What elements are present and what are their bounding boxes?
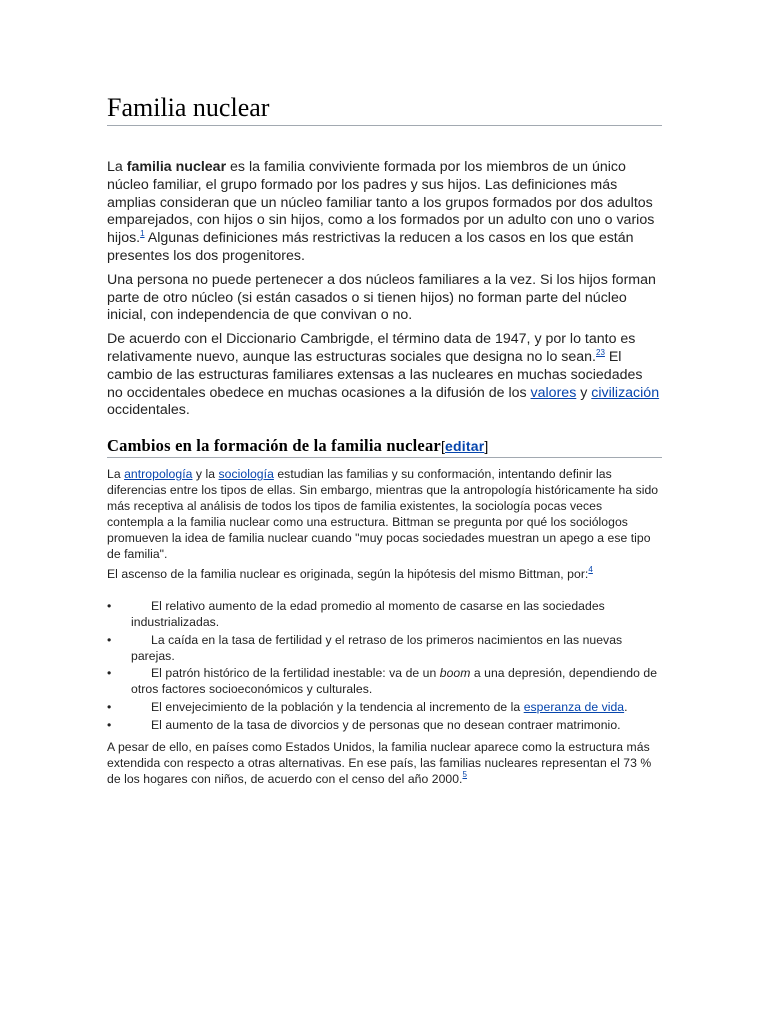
link-esperanza-de-vida[interactable]: esperanza de vida — [523, 699, 625, 714]
bullet-icon: • — [107, 717, 112, 732]
reference-link-23[interactable]: 23 — [596, 347, 605, 357]
link-sociologia[interactable]: sociología — [218, 467, 274, 482]
link-valores[interactable]: valores — [530, 384, 577, 401]
reference-link-5[interactable]: 5 — [462, 769, 467, 779]
list-item: • El patrón histórico de la fertilidad inestable: va de un boom a una depresión, dependiendo de otros factores socioeconómicos y culturales. — [107, 666, 658, 697]
intro-paragraph-2: Una persona no puede pertenecer a dos núcleos familiares a la vez. Si los hijos forman parte de otro núcleo (si están casados o si tienen hijos) no forman parte del núcleo inicial, con independencia de que convivan o no. — [107, 271, 656, 324]
page-title: Familia nuclear — [107, 92, 662, 126]
bullet-icon: • — [107, 599, 112, 614]
list-item: • El relativo aumento de la edad promedio al momento de casarse en las sociedades industrializadas. — [107, 599, 605, 630]
reference-link-1[interactable]: 1 — [140, 229, 145, 239]
causes-list — [107, 598, 662, 732]
article-content — [107, 92, 662, 791]
section-paragraph-3: A pesar de ello, en países como Estados Unidos, la familia nuclear aparece como la estructura más extendida con respecto a otras alternativas. En ese país, las familias nucleares representan el 73 % de los hogares con niños, de acuerdo con el censo del año 2000.$^5$ — [107, 739, 652, 786]
section-paragraph-1: La antropología y la sociología estudian las familias y su conformación, intentando definir las diferencias entre los tipos de ellas. Sin embargo, mientras que la antropología históricamente ha sido más receptiva al análisis de todos los tipos de familia existentes, la sociología pocas veces contempla a la familia nuclear como una estructura. Bittman se pregunta por qué los sociólogos promueven la idea de familia nuclear cuando "muy pocas sociedades muestran un apego a ese tipo de familia". — [107, 467, 659, 562]
link-civilizacion[interactable]: civilización — [591, 384, 660, 401]
edit-link[interactable]: editar — [445, 438, 485, 455]
edit-section: [editar] — [440, 438, 489, 455]
list-item: • La caída en la tasa de fertilidad y el retraso de los primeros nacimientos en las nuevas parejas. — [107, 632, 623, 663]
bullet-icon: • — [107, 632, 112, 647]
list-item: • El envejecimiento de la población y la tendencia al incremento de la esperanza de vida. — [107, 699, 628, 714]
reference-link-4[interactable]: 4 — [588, 565, 593, 575]
link-antropologia[interactable]: antropología — [124, 467, 193, 482]
term-italic: boom — [439, 666, 471, 681]
section-heading: Cambios en la formación de la familia nuclear[editar] — [107, 436, 662, 458]
list-item: • El aumento de la tasa de divorcios y de personas que no desean contraer matrimonio. — [107, 717, 621, 732]
bullet-icon: • — [107, 699, 112, 714]
bullet-icon: • — [107, 666, 112, 681]
section-paragraph-2: El ascenso de la familia nuclear es originada, según la hipótesis del mismo Bittman, por:$^4$ — [107, 565, 593, 582]
term-bold: familia nuclear — [126, 159, 227, 175]
intro-paragraph-1: La familia nuclear es la familia conviviente formada por los miembros de un único núcleo familiar, el grupo formado por los padres y sus hijos. Las definiciones más amplias consideran que un núcleo familiar tanto a los grupos formados por dos adultos emparejados, con hijos o sin hijos, como a los formados por un adulto con uno o varios hijos.$^1$ Algunas definiciones más restrictivas la reducen a los casos en los que están presentes los dos progenitores. — [107, 159, 655, 264]
intro-paragraph-3: De acuerdo con el Diccionario Cambrigde, el término data de 1947, y por lo tanto es relativamente nuevo, aunque las estructuras sociales que designa no lo sean.$^{23}$ El cambio de las estructuras familiares extensas a las nucleares en muchas sociedades no occidentales obedece en muchas ocasiones a la difusión de los valores y civilización occidentales. — [107, 331, 660, 419]
section-body — [107, 466, 662, 786]
intro — [107, 159, 662, 420]
